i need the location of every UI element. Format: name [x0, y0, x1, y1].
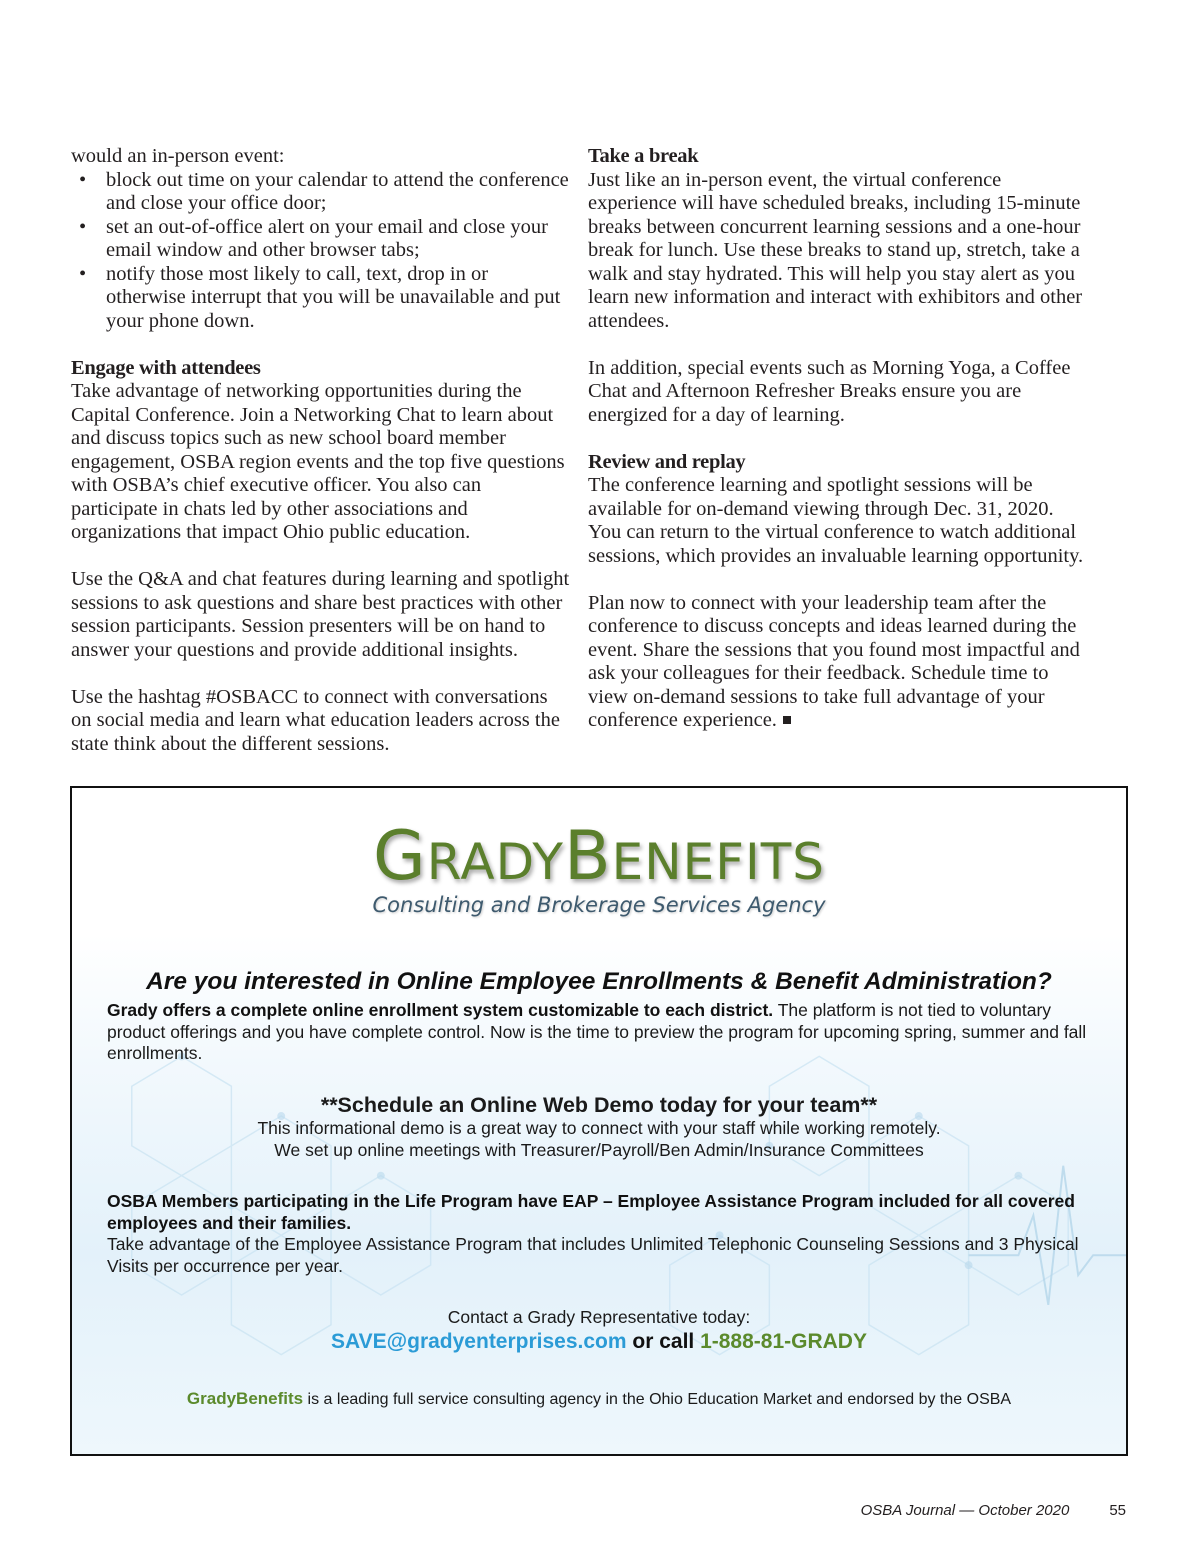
paragraph [588, 592, 1088, 733]
eap-text: Take advantage of the Employee Assistance Program that includes Unlimited Telephonic Counseling Sessions and 3 Physical Visits per occurrence per year. [107, 1234, 1079, 1276]
section-heading-review: Review and replay [588, 450, 746, 473]
journal-issue: OSBA Journal — October 2020 [860, 1502, 1070, 1519]
section-heading-engage: Engage with attendees [71, 356, 261, 379]
eap-bold-text: OSBA Members participating in the Life Program have EAP – Employee Assistance Program included for all covered employees and their families. [107, 1191, 1075, 1233]
logo-tagline: Consulting and Brokerage Services Agency [372, 893, 826, 917]
ad-headline: Are you interested in Online Employee Enrollments & Benefit Administration? [146, 968, 1052, 995]
paragraph: Just like an in-person event, the virtual conference experience will have scheduled breaks, including 15-minute breaks between concurrent learning sessions and a one-hour break for lunch. Use these breaks to stand up, stretch, take a walk and stay hydrated. This will help you stay alert as you learn new information and interact with exhibitors and other attendees. [588, 168, 1083, 332]
paragraph-text: Plan now to connect with your leadership team after the conference to discuss concepts and ideas learned during the event. Share the sessions that you found most impactful and ask your colleagues for their feedback. Schedule time to view on-demand sessions to take full advantage of your conference experience. [588, 591, 1080, 731]
intro-text: would an in-person event: [71, 145, 285, 167]
intro-bold-text: Grady offers a complete online enrollment system customizable to each district. [107, 1000, 774, 1020]
grady-benefits-advertisement [70, 786, 1128, 1456]
list-item: • block out time on your calendar to attend the conference and close your office door; [71, 169, 571, 216]
paragraph: The conference learning and spotlight sessions will be available for on-demand viewing through Dec. 31, 2020. You can return to the virtual conference to watch additional sessions, which provides an invaluable learning opportunity. [588, 474, 1084, 567]
page-number: 55 [1109, 1502, 1126, 1519]
grady-benefits-logo [72, 817, 1126, 917]
contact-line: Contact a Grady Representative today: [447, 1307, 751, 1327]
or-call-text: or call [626, 1329, 701, 1353]
footer-text: is a leading full service consulting agency in the Ohio Education Market and endorsed by the OSBA [303, 1391, 1012, 1408]
right-column [588, 145, 1088, 733]
demo-line: We set up online meetings with Treasurer/Payroll/Ben Admin/Insurance Committees [274, 1139, 924, 1160]
paragraph: Take advantage of networking opportunities during the Capital Conference. Join a Networking Chat to learn about and discuss topics such as new school board member engagement, OSBA region events and the top five questions with OSBA’s chief executive officer. You also can participate in chats led by other associations and organizations that impact Ohio public education. [71, 380, 565, 543]
section-heading-break: Take a break [588, 145, 699, 167]
intro-text: The platform is not tied to voluntary product offerings and you have complete control. Now is the time to preview the program for upcoming spring, summer and fall enrollments. [107, 1000, 1087, 1063]
end-mark-icon [783, 716, 791, 724]
list-item: • notify those most likely to call, text, drop in or otherwise interrupt that you will be unavailable and put your phone down. [71, 263, 571, 334]
paragraph: Use the hashtag #OSBACC to connect with conversations on social media and learn what education leaders across the state think about the different sessions. [71, 685, 560, 755]
tips-list [71, 169, 571, 334]
contact-section [72, 1307, 1126, 1353]
demo-section [72, 1092, 1126, 1161]
demo-line: This informational demo is a great way to connect with your staff while working remotely. [257, 1118, 941, 1138]
phone-link[interactable]: 1-888-81-GRADY [700, 1329, 867, 1353]
footer-logo: GradyBenefits [186, 1389, 304, 1408]
page-footer [861, 1502, 1126, 1519]
ad-intro-paragraph [107, 1000, 1097, 1065]
paragraph: In addition, special events such as Morning Yoga, a Coffee Chat and Afternoon Refresher Breaks ensure you are energized for a day of learning. [588, 356, 1071, 426]
ad-footer-line [72, 1389, 1126, 1409]
email-link[interactable]: SAVE@gradyenterprises.com [331, 1329, 627, 1353]
list-item: • set an out-of-office alert on your email and close your email window and other browser tabs; [71, 216, 571, 263]
demo-title: **Schedule an Online Web Demo today for your team** [320, 1093, 878, 1117]
eap-section [107, 1191, 1097, 1277]
logo-wordmark: GRADYBENEFITS [373, 817, 825, 896]
left-column [71, 145, 571, 756]
paragraph: Use the Q&A and chat features during learning and spotlight sessions to ask questions and share best practices with other session participants. Session presenters will be on hand to answer your questions and provide additional insights. [71, 568, 570, 661]
